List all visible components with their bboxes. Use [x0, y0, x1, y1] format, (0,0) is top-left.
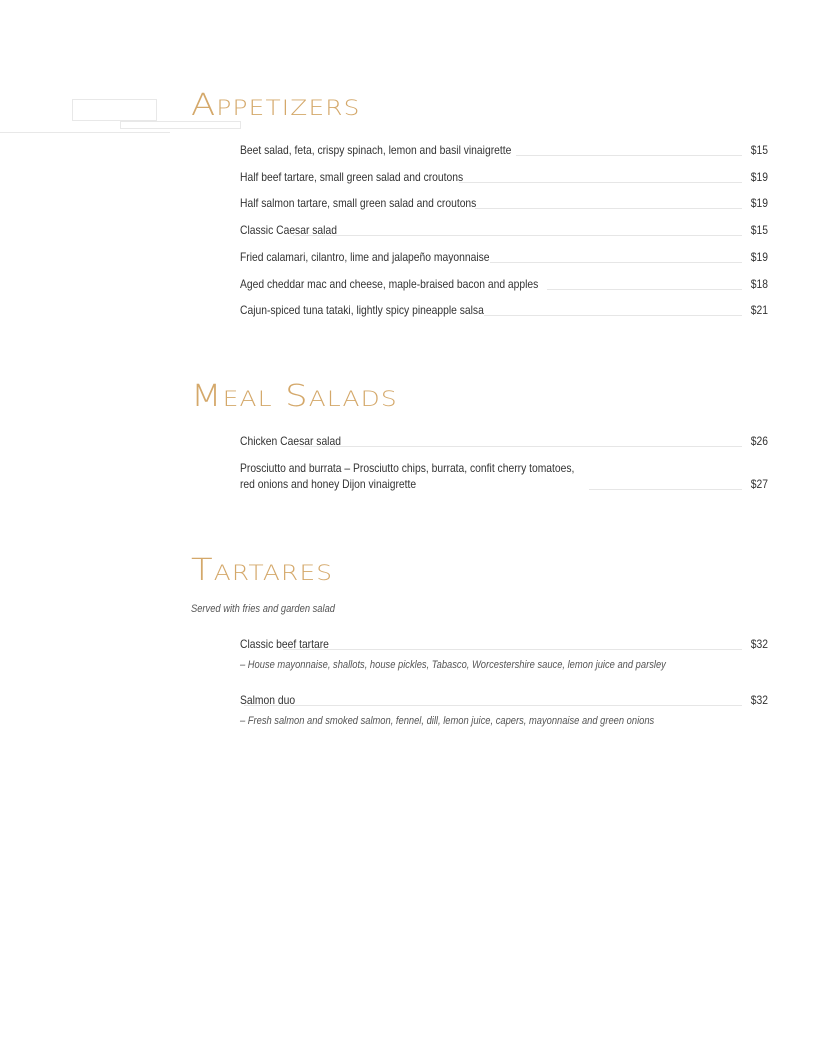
item-price: $19: [750, 196, 768, 210]
menu-item: [240, 692, 768, 708]
item-price: $26: [750, 434, 768, 448]
item-price: $19: [750, 250, 768, 264]
item-description: – House mayonnaise, shallots, house pickles, Tabasco, Worcestershire sauce, lemon juice and parsley: [240, 659, 666, 671]
item-price: $32: [750, 637, 768, 651]
item-name-line: Prosciutto and burrata – Prosciutto chips, burrata, confit cherry tomatoes,: [240, 461, 575, 475]
menu-item: [240, 460, 768, 492]
item-price: $27: [750, 477, 768, 491]
dot-leader: [244, 704, 742, 706]
item-name: Beet salad, feta, crispy spinach, lemon and basil vinaigrette: [240, 143, 512, 157]
dot-leader: [490, 261, 742, 263]
menu-item: [240, 276, 768, 292]
item-name: Chicken Caesar salad: [240, 434, 341, 448]
item-price: $18: [750, 277, 768, 291]
decorative-frame: [72, 99, 157, 121]
decorative-rule: [0, 132, 170, 133]
dot-leader: [589, 488, 742, 490]
dot-leader: [516, 154, 742, 156]
item-price: $32: [750, 693, 768, 707]
dot-leader: [283, 648, 742, 650]
item-name: Half salmon tartare, small green salad and croutons: [240, 196, 477, 210]
item-name: Fried calamari, cilantro, lime and jalapeño mayonnaise: [240, 250, 490, 264]
item-price: $19: [750, 170, 768, 184]
section-note: Served with fries and garden salad: [191, 603, 335, 615]
item-name: Classic Caesar salad: [240, 223, 337, 237]
item-price: $15: [750, 223, 768, 237]
section-title-tartares: Tartares: [191, 553, 334, 588]
item-name: Aged cheddar mac and cheese, maple-braised bacon and apples: [240, 277, 539, 291]
menu-item: [240, 433, 768, 449]
dot-leader: [459, 181, 741, 183]
item-name: Classic beef tartare: [240, 637, 329, 651]
menu-item: [240, 222, 768, 238]
menu-item: [240, 142, 768, 158]
dot-leader: [547, 288, 742, 290]
menu-item: [240, 636, 768, 652]
dot-leader: [475, 207, 742, 209]
item-price: $15: [750, 143, 768, 157]
item-price: $21: [750, 303, 768, 317]
dot-leader: [293, 234, 742, 236]
menu-item: [240, 169, 768, 185]
section-title-appetizers: Appetizers: [191, 88, 361, 123]
section-title-meal-salads: Meal Salads: [191, 379, 398, 414]
menu-item: [240, 249, 768, 265]
item-name: [240, 460, 574, 492]
dot-leader: [297, 445, 742, 447]
item-description: – Fresh salmon and smoked salmon, fennel, dill, lemon juice, capers, mayonnaise and green onions: [240, 715, 655, 727]
item-name: Cajun-spiced tuna tataki, lightly spicy pineapple salsa: [240, 303, 484, 317]
item-name: Salmon duo: [240, 693, 296, 707]
dot-leader: [484, 314, 742, 316]
menu-item: [240, 302, 768, 318]
item-name-line: red onions and honey Dijon vinaigrette: [240, 477, 417, 491]
menu-item: [240, 195, 768, 211]
item-name: Half beef tartare, small green salad and croutons: [240, 170, 464, 184]
